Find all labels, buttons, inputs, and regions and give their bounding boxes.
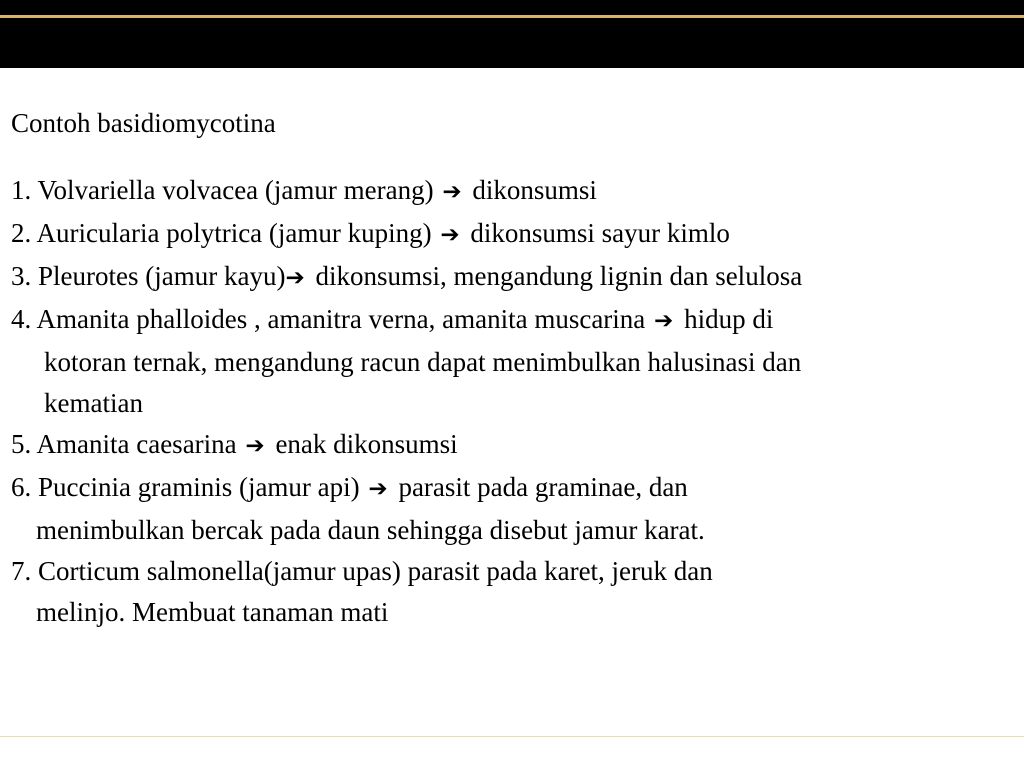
list-item-3: 3. Pleurotes (jamur kayu)➔ dikonsumsi, mengandung lignin dan selulosa — [11, 256, 1019, 299]
list-item-5: 5. Amanita caesarina ➔ enak dikonsumsi — [11, 424, 1019, 467]
list-item-4-continuation: kotoran ternak, mengandung racun dapat menimbulkan halusinasi dan — [44, 347, 802, 377]
list-item-6-continuation: menimbulkan bercak pada daun sehingga disebut jamur karat. — [36, 515, 705, 545]
bottom-accent-rule — [0, 736, 1024, 737]
right-arrow-icon: ➔ — [654, 308, 674, 334]
right-arrow-icon: ➔ — [285, 265, 305, 291]
right-arrow-icon: ➔ — [368, 476, 388, 502]
list-item-7-continuation: melinjo. Membuat tanaman mati — [36, 597, 389, 627]
list-item-2: 2. Auricularia polytrica (jamur kuping) ➔ dikonsumsi sayur kimlo — [11, 213, 1019, 256]
slide-body — [11, 103, 1019, 633]
list-item-4-continuation: kematian — [44, 388, 143, 418]
slide-heading: Contoh basidiomycotina — [11, 108, 276, 138]
right-arrow-icon: ➔ — [440, 222, 460, 248]
list-item-1: 1. Volvariella volvacea (jamur merang) ➔ dikonsumsi — [11, 170, 1019, 213]
title-bar — [0, 0, 1024, 68]
list-item-7: 7. Corticum salmonella(jamur upas) parasit pada karet, jeruk dan — [11, 556, 713, 586]
list-item-4: 4. Amanita phalloides , amanitra verna, amanita muscarina ➔ hidup di — [11, 299, 1019, 342]
right-arrow-icon: ➔ — [442, 179, 462, 205]
right-arrow-icon: ➔ — [245, 433, 265, 459]
top-accent-rule — [0, 15, 1024, 18]
list-item-6: 6. Puccinia graminis (jamur api) ➔ parasit pada graminae, dan — [11, 467, 1019, 510]
